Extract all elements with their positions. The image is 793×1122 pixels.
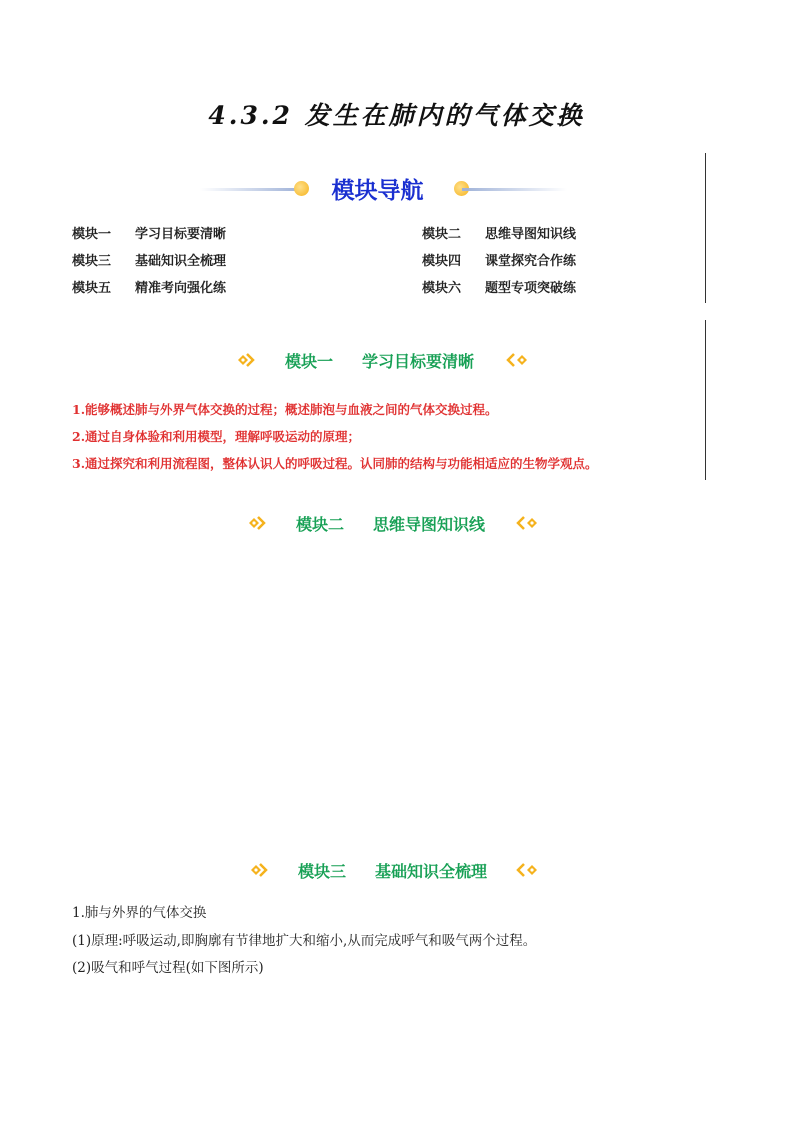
learning-goal-2: 2.通过自身体验和利用模型，理解呼吸运动的原理； (72, 429, 361, 444)
margin-rule-bottom (705, 320, 706, 480)
nav-item-module1[interactable] (72, 223, 226, 242)
page-title: 4.3.2 发生在肺内的气体交换 (208, 101, 585, 130)
nav-item-key: 模块二 (422, 227, 462, 242)
section-key: 模块一 (285, 352, 334, 371)
nav-item-label: 思维导图知识线 (485, 227, 577, 242)
diamond-ornament-right-icon (516, 514, 540, 532)
nav-item-label: 题型专项突破练 (485, 281, 577, 296)
nav-title: 模块导航 (331, 178, 424, 204)
section-title: 基础知识全梳理 (375, 862, 488, 881)
nav-item-module6[interactable] (422, 277, 576, 296)
nav-item-key: 模块一 (72, 227, 112, 242)
section-title: 思维导图知识线 (373, 515, 486, 534)
nav-item-module3[interactable] (72, 250, 226, 269)
nav-item-label: 学习目标要清晰 (135, 227, 227, 242)
learning-goal-1: 1.能够概述肺与外界气体交换的过程；概述肺泡与血液之间的气体交换过程。 (72, 402, 498, 417)
section-title: 学习目标要清晰 (362, 352, 475, 371)
nav-dot-left-icon (294, 181, 309, 196)
nav-item-module2[interactable] (422, 223, 576, 242)
nav-item-module4[interactable] (422, 250, 576, 269)
module-nav-header (0, 170, 793, 210)
section-heading-module3 (0, 857, 793, 883)
diamond-ornament-right-icon (516, 861, 540, 879)
diamond-ornament-left-icon (247, 514, 271, 532)
nav-item-key: 模块四 (422, 254, 462, 269)
diamond-ornament-right-icon (506, 351, 530, 369)
section-heading-module1 (0, 347, 793, 373)
body-paragraph-1: 1.肺与外界的气体交换 (72, 905, 207, 921)
nav-item-key: 模块六 (422, 281, 462, 296)
nav-item-label: 基础知识全梳理 (135, 254, 227, 269)
section-heading-module2 (0, 510, 793, 536)
diamond-ornament-left-icon (249, 861, 273, 879)
nav-item-label: 精准考向强化练 (135, 281, 227, 296)
diamond-ornament-left-icon (236, 351, 260, 369)
nav-item-key: 模块五 (72, 281, 112, 296)
nav-line-right (462, 188, 567, 191)
section-key: 模块二 (296, 515, 345, 534)
body-paragraph-3: (2)吸气和呼气过程(如下图所示) (72, 960, 264, 976)
body-paragraph-2: (1)原理:呼吸运动,即胸廓有节律地扩大和缩小,从而完成呼气和吸气两个过程。 (72, 933, 537, 949)
nav-item-module5[interactable] (72, 277, 226, 296)
section-key: 模块三 (298, 862, 347, 881)
learning-goal-3: 3.通过探究和利用流程图，整体认识人的呼吸过程。认同肺的结构与功能相适应的生物学观点。 (72, 456, 598, 471)
nav-item-label: 课堂探究合作练 (485, 254, 577, 269)
nav-line-left (200, 188, 300, 191)
nav-item-key: 模块三 (72, 254, 112, 269)
